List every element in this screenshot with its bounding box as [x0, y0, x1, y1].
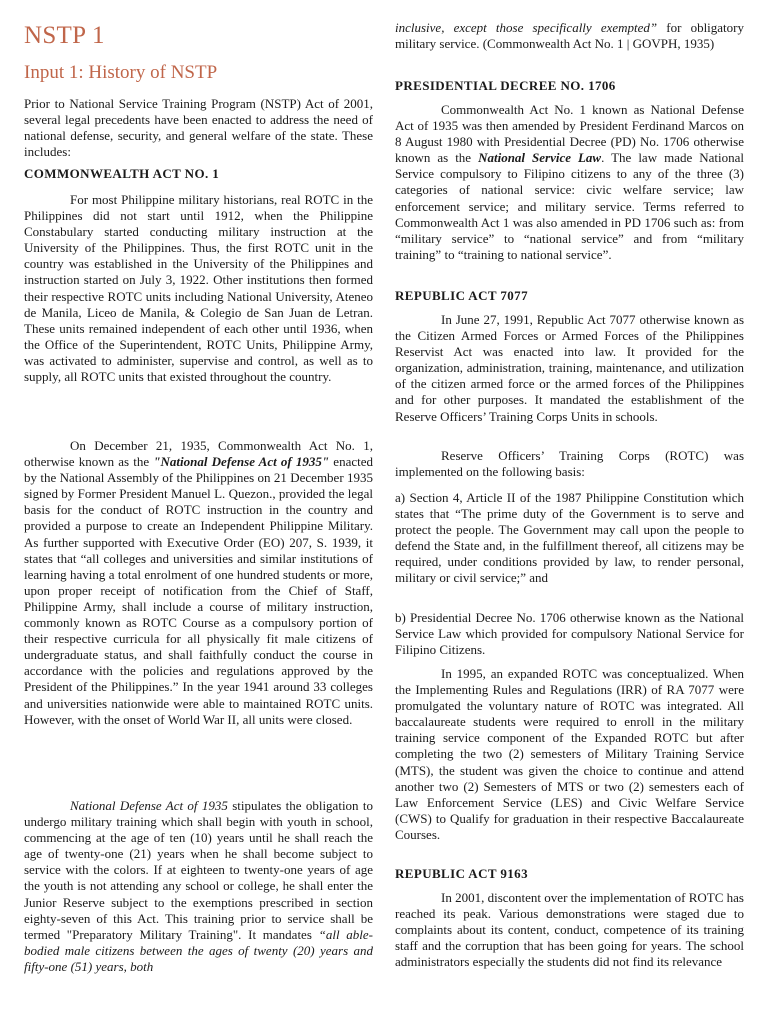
ca1-paragraph-2: On December 21, 1935, Commonwealth Act No. 1, otherwise known as the "National Defense Act of 1935" enacted by the National Assembly of the Philippines on 21 December 1935 signed by Former President Manuel L. Quezon., provided the legal basis for the conduct of ROTC instruction in the country and provided a purpose to create an Independent Philippine Military. As further supported with Executive Order (EO) 207, S. 1939, it states that “all colleges and universities and similar institutions of learning having a total enrolment of one hundred students or more, upon proper receipt of notification from the Chief of Staff, Philippine Army, shall include a course of military instruction, commonly known as ROTC Course as a compulsory portion of their respective curricula for all physically fit male citizens of undergraduate status, and shall faithfully conduct the course in accordance with the policies and regulations approved by the President of the Philippines.” In the year 1941 around 33 colleges and universities nationwide were able to maintained ROTC units. However, with the onset of World War II, all units were closed. [24, 438, 373, 727]
ra7077-basis-a: a) Section 4, Article II of the 1987 Philippine Constitution which states that “The prime duty of the Government is to serve and protect the people. The Government may call upon the people to defend the State and, in the fulfillment thereof, all citizens may be required, under conditions provided by law, to render personal, military or civil service;” and [395, 490, 744, 586]
continued-quote: inclusive, except those specifically exempted” [395, 20, 658, 35]
ra7077-paragraph-1: In June 27, 1991, Republic Act 7077 otherwise known as the Citizen Armed Forces or Armed Forces of the Philippines Reservist Act was enacted into law. It provided for the organization, administration, training, maintenance, and utilization of the citizen armed force or the armed forces of the Philippines and for other purposes. It mandated the establishment of the Reserve Officers’ Training Corps Units in schools. [395, 312, 744, 424]
page-subtitle: Input 1: History of NSTP [24, 62, 218, 83]
section-heading-commonwealth-act: COMMONWEALTH ACT NO. 1 [24, 166, 220, 181]
section-heading-ra-7077: REPUBLIC ACT 7077 [395, 288, 528, 303]
ra7077-basis-b: b) Presidential Decree No. 1706 otherwise known as the National Service Law which provided for compulsory National Service for Filipino Citizens. [395, 610, 744, 658]
page-title: NSTP 1 [24, 22, 105, 49]
ca1-paragraph-3: National Defense Act of 1935 stipulates the obligation to undergo military training which shall begin with youth in school, commencing at the age of ten (10) years until he shall reach the age of twenty-one (21) years when he shall become subject to service with the colors. If at eighteen to twenty-one years of age the youth is not attending any school or college, he shall enter the Junior Reserve subject to the exemptions prescribed in section eighty-seven of this Act. This training prior to service shall be termed "Preparatory Military Training". It mandates “all able-bodied male citizens between the ages of twenty (20) years and fifty-one (51) years, both [24, 798, 373, 974]
ra7077-paragraph-2: Reserve Officers’ Training Corps (ROTC) was implemented on the following basis: [395, 448, 744, 480]
ca1-paragraph-1: For most Philippine military historians, real ROTC in the Philippines did not start until 1912, when the Philippine Constabulary started conducting military instruction at the University of the Philippines. Thus, the first ROTC unit in the country was established in the University of the Philippines and instruction started on July 3, 1922. Other institutions then formed their respective ROTC units including National University, Ateneo de Manila, Liceo de Manila, & Colegio de San Juan de Letran. These units remained independent of each other until 1936, when the Office of the Superintendent, ROTC Units, Philippine Army, was activated to administer, supervise and control, as well as to supply, all ROTC units that existed throughout the country. [24, 192, 373, 385]
ra9163-paragraph-1: In 2001, discontent over the implementation of ROTC has reached its peak. Various demonstrations were staged due to complaints about its content, conduct, competence of its training staff and the corruption that has been going for years. The school administrators especially the students did not find its relevance [395, 890, 744, 970]
mandate-quote: “all able-bodied male citizens between the ages of twenty (20) years and fifty-one (51) years, both [24, 926, 373, 974]
section-heading-ra-9163: REPUBLIC ACT 9163 [395, 866, 528, 881]
intro-paragraph: Prior to National Service Training Program (NSTP) Act of 2001, several legal precedents have been enacted to address the need of national defense, security, and general welfare of the state. These includes: [24, 96, 373, 160]
continued-paragraph: inclusive, except those specifically exempted” for obligatory military service. (Commonwealth Act No. 1 | GOVPH, 1935) [395, 20, 744, 52]
act-name-italic: National Defense Act of 1935 [70, 798, 228, 813]
section-heading-pd-1706: PRESIDENTIAL DECREE NO. 1706 [395, 78, 616, 93]
pd-paragraph-1: Commonwealth Act No. 1 known as National Defense Act of 1935 was then amended by President Ferdinand Marcos on 8 August 1980 with Presidential Decree (PD) No. 1706 otherwise known as the National Service Law. The law made National Service compulsory to Filipino citizens to any of the three (3) categories of national service: civic welfare service; law enforcement service; and military service. Terms referred to Commonwealth Act 1 was also amended in PD 1706 such as: from “military service” to “national service” and from “military training” to “training to national service”. [395, 102, 744, 262]
act-title-emphasis: "National Defense Act of 1935" [153, 454, 330, 470]
national-service-law-emphasis: National Service Law [478, 150, 602, 166]
ra7077-paragraph-3: In 1995, an expanded ROTC was conceptualized. When the Implementing Rules and Regulations (IRR) of RA 7077 were promulgated the voluntary nature of ROTC was integrated. All baccalaureate students were required to enroll in the military training service component of the Expanded ROTC but after completing the two (2) semesters of Military Training Service (MTS), the student was given the choice to continue and attend another two (2) Semesters of MTS or two (2) semesters each of Law Enforcement Service (LES) and Civic Welfare Service (CWS) to Qualify for graduation in their respective Baccalaureate Courses. [395, 666, 744, 842]
